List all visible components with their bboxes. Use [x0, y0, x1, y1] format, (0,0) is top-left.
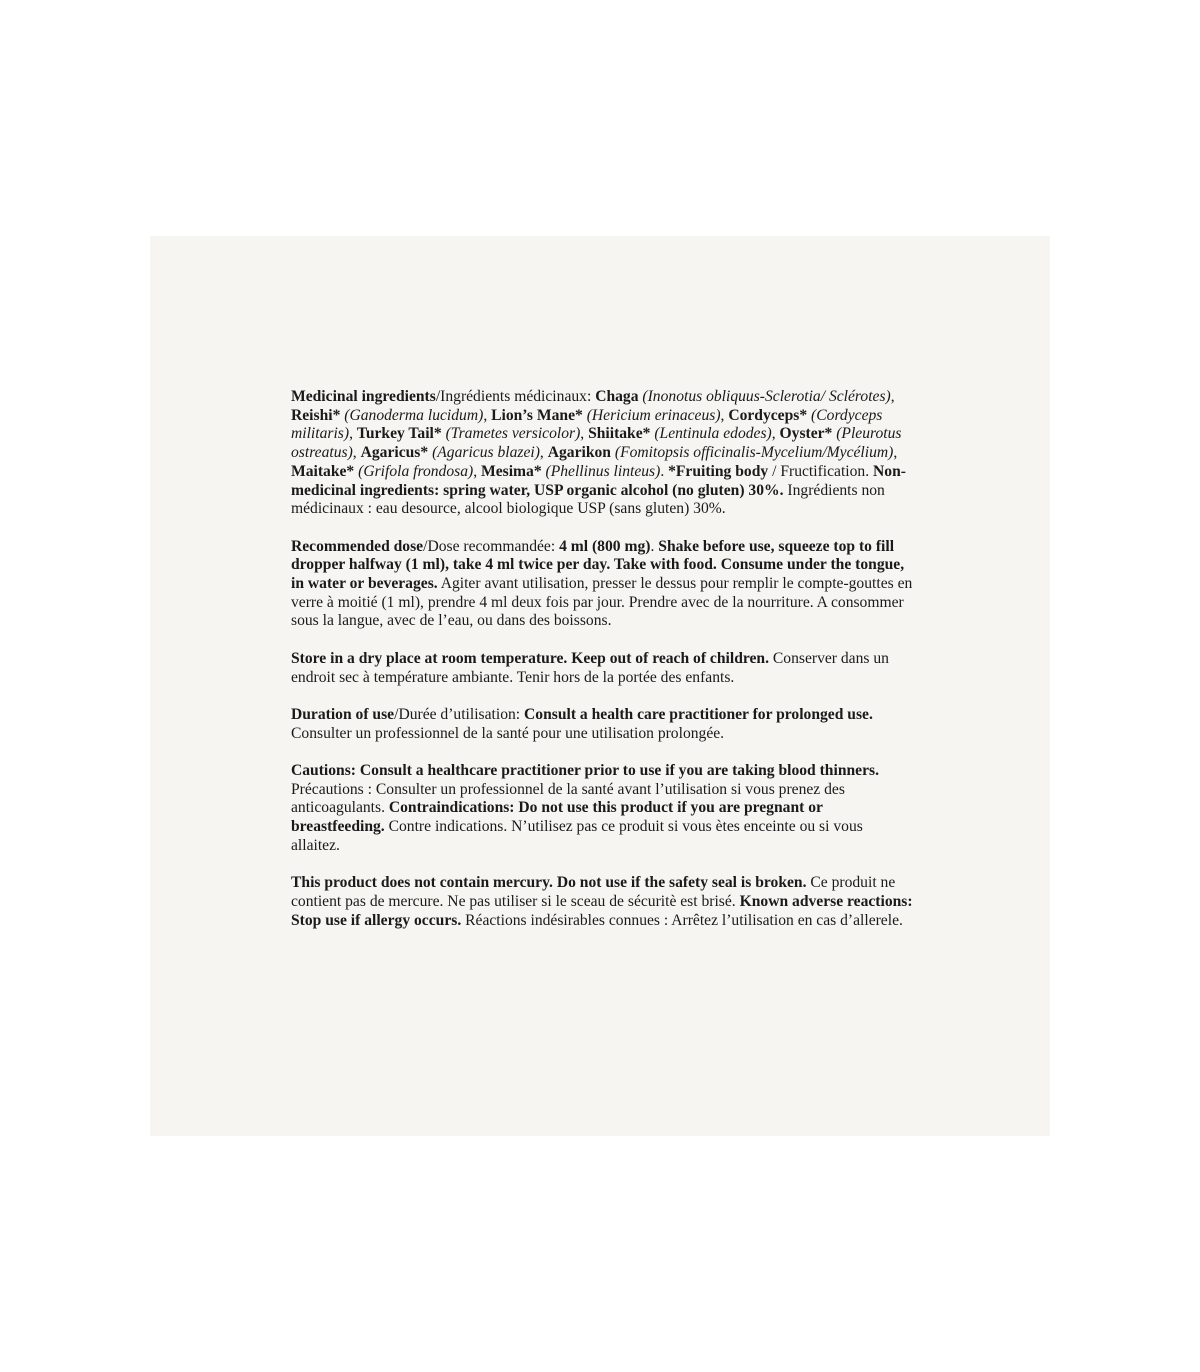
dose-amount: 4 ml (800 mg)	[559, 537, 651, 555]
contraindications-text-fr: Contre indications. N’utilisez pas ce produit si vous ètes enceinte ou si vous allaitez.	[291, 818, 863, 854]
ingredient-latin: (Phellinus linteus)	[541, 462, 661, 480]
ingredient-name: Maitake*	[291, 462, 355, 480]
separator: ,	[771, 425, 780, 443]
ingredient-name: Chaga	[595, 388, 639, 405]
ingredient-latin: (Cordyceps militaris)	[291, 406, 883, 443]
ingredients-heading-fr: /Ingrédients médicinaux:	[435, 388, 596, 405]
ingredient-name: Cordyceps*	[728, 406, 808, 424]
fruiting-body-note-fr: / Fructification.	[768, 462, 874, 480]
ingredient-latin: (Ganoderma lucidum)	[340, 406, 484, 424]
storage-paragraph	[291, 650, 915, 687]
separator: ,	[349, 425, 357, 443]
storage-instructions: Store in a dry place at room temperature. Keep out of reach of children.	[291, 649, 769, 667]
duration-instructions: Consult a health care practitioner for prolonged use.	[524, 705, 873, 723]
duration-heading-fr: /Durée d’utilisation:	[394, 705, 525, 723]
ingredient-latin: (Grifola frondosa)	[354, 462, 474, 480]
ingredient-name: Reishi*	[291, 406, 341, 424]
fruiting-body-note: *Fruiting body	[668, 462, 769, 480]
ingredient-name: Lion’s Mane*	[491, 406, 583, 424]
separator: ,	[473, 462, 482, 480]
label-text-block	[291, 388, 915, 949]
ingredient-latin: (Inonotus obliquus-Sclerotia/ Sclérotes)	[638, 388, 891, 405]
ingredient-latin: (Hericium erinaceus)	[582, 406, 721, 424]
ingredient-latin: (Agaricus blazei)	[428, 444, 540, 462]
separator: ,	[890, 388, 895, 405]
ingredient-latin: (Fomitopsis officinalis-Mycelium/Mycélium)	[610, 444, 894, 462]
separator: ,	[893, 444, 898, 462]
ingredient-name: Shiitake*	[588, 425, 651, 443]
ingredient-name: Agaricus*	[360, 444, 429, 462]
ingredient-latin: (Pleurotus ostreatus)	[291, 425, 902, 462]
ingredients-paragraph	[291, 388, 915, 519]
cautions-text: Cautions: Consult a healthcare practitioner prior to use if you are taking blood thinners.	[291, 762, 879, 779]
storage-instructions-fr: Conserver dans un endroit sec à température ambiante. Tenir hors de la portée des enfants.	[291, 649, 889, 686]
dose-instructions: Shake before use, squeeze top to fill dropper halfway (1 ml), take 4 ml twice per day. Take with food. Consume under the tongue, in water or beverages.	[291, 537, 905, 593]
dose-instructions-fr: Agiter avant utilisation, presser le dessus pour remplir le compte-gouttes en verre à moitié (1 ml), prendre 4 ml deux fois par jour. Prendre avec de la nourriture. A consommer sous la langue, avec de l’eau, ou dans des boissons.	[291, 575, 913, 630]
ingredient-name: Oyster*	[779, 425, 833, 443]
separator: .	[650, 537, 659, 555]
adverse-reactions-text: Known adverse reactions: Stop use if allergy occurs.	[291, 892, 913, 929]
separator: ,	[483, 406, 492, 424]
label-panel	[150, 236, 1050, 1136]
separator: ,	[720, 406, 729, 424]
duration-heading: Duration of use	[291, 705, 395, 723]
cautions-text-fr: Précautions : Consulter un professionnel de la santé avant l’utilisation si vous prenez des anticoagulants.	[291, 780, 845, 817]
non-medicinal-ingredients: Non-medicinal ingredients: spring water, USP organic alcohol (no gluten) 30%.	[291, 462, 906, 499]
mercury-text-fr: Ce produit ne contient pas de mercure. Ne pas utiliser si le sceau de sécuritè est brisé.	[291, 874, 896, 910]
dose-heading: Recommended dose	[291, 537, 424, 555]
ingredient-latin: (Lentinula edodes)	[650, 425, 772, 443]
mercury-paragraph	[291, 874, 915, 930]
duration-paragraph	[291, 706, 915, 743]
dose-heading-fr: /Dose recommandée:	[423, 537, 560, 555]
non-medicinal-ingredients-fr: Ingrédients non médicinaux : eau desource, alcool biologique USP (sans gluten) 30%.	[291, 481, 885, 518]
ingredients-heading: Medicinal ingredients	[291, 388, 436, 405]
ingredient-name: Turkey Tail*	[356, 425, 442, 443]
contraindications-text: Contraindications: Do not use this product if you are pregnant or breastfeeding.	[291, 799, 823, 836]
separator: ,	[352, 444, 361, 462]
adverse-reactions-text-fr: Réactions indésirables connues : Arrêtez l’utilisation en cas d’allerele.	[461, 911, 903, 929]
ingredient-latin: (Trametes versicolor)	[441, 425, 581, 443]
mercury-text: This product does not contain mercury. Do not use if the safety seal is broken.	[291, 874, 807, 892]
separator: ,	[539, 444, 548, 462]
separator: .	[660, 462, 669, 480]
cautions-paragraph	[291, 762, 915, 856]
separator: ,	[580, 425, 589, 443]
ingredient-name: Mesima*	[481, 462, 542, 480]
dose-paragraph	[291, 538, 915, 632]
ingredient-name: Agarikon	[547, 444, 611, 462]
duration-instructions-fr: Consulter un professionnel de la santé pour une utilisation prolongée.	[291, 724, 725, 742]
